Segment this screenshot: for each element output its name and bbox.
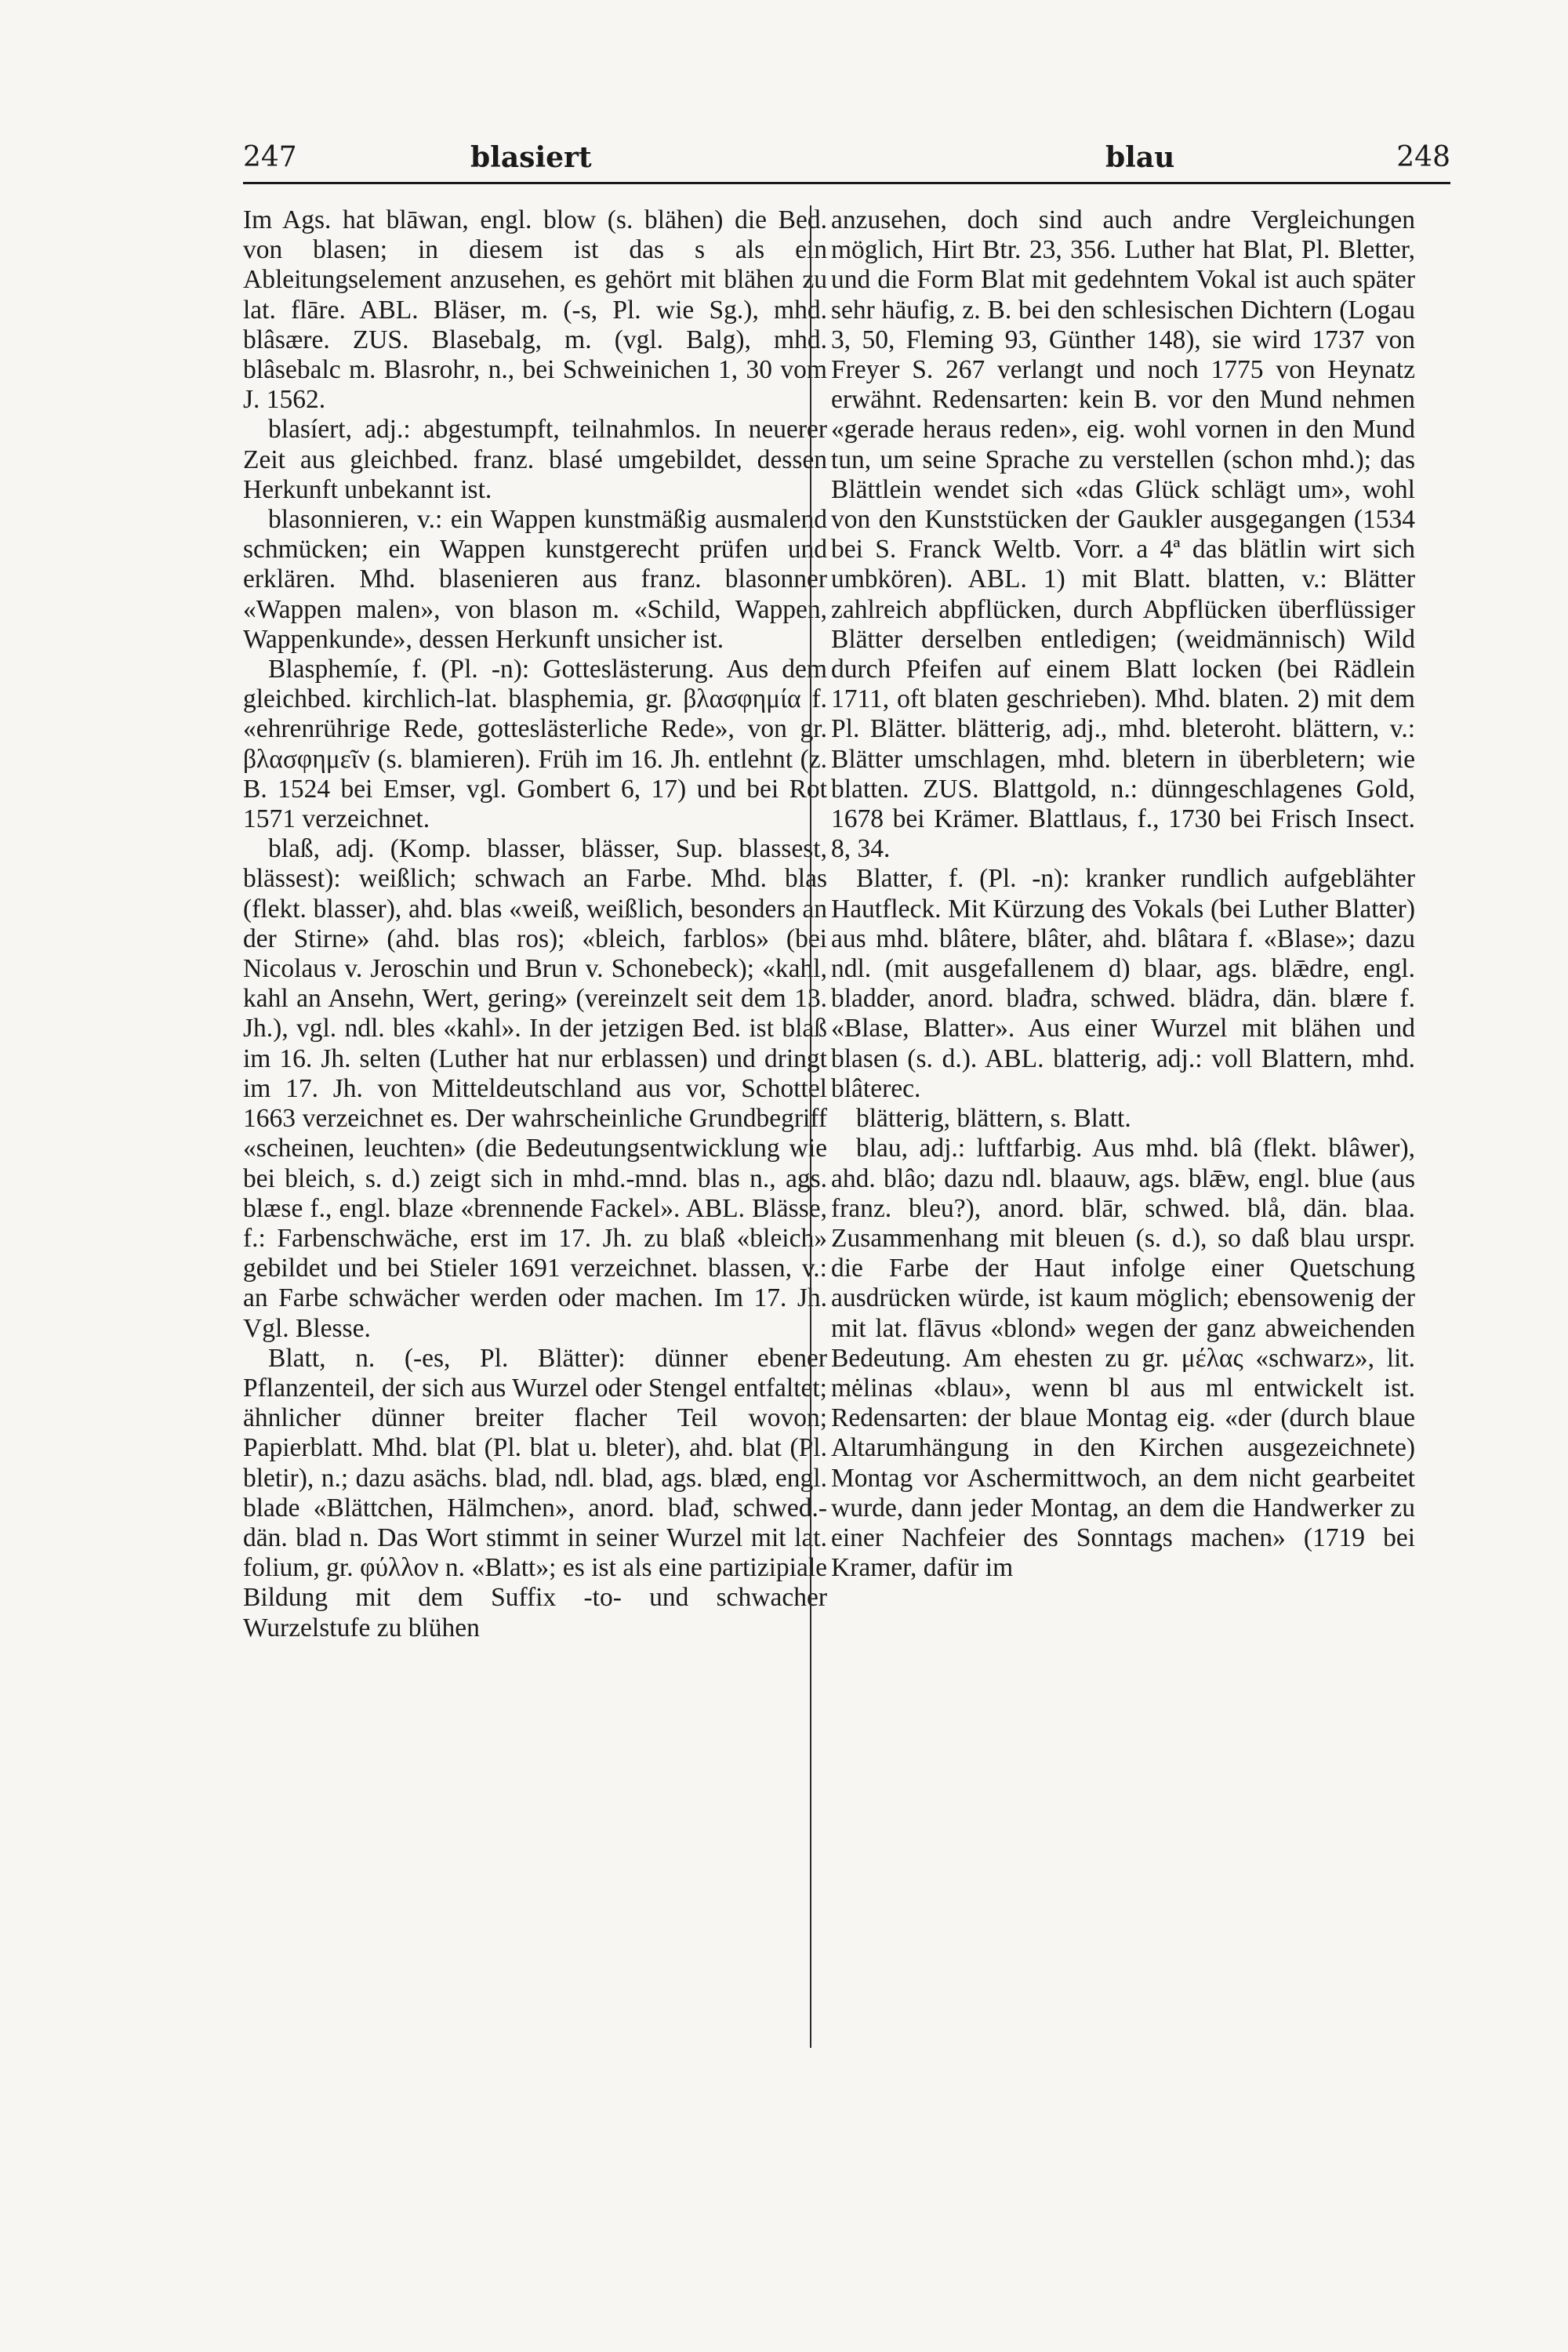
entry-paragraph: blaß, adj. (Komp. blasser, blässer, Sup. blassest, blässest): weißlich; schwach an Farbe. Mhd. blas (flekt. blasser), ahd. blas «weiß, weißlich, besonders an der Stirne» (ahd. blas ros); «bleich, farblos» (bei Nicolaus v. Jeroschin und Brun v. Schonebeck); «kahl, kahl an Ansehn, Wert, gering» (vereinzelt seit dem 13. Jh.), vgl. ndl. bles «kahl». In der jetzigen Bed. ist blaß im 16. Jh. selten (Luther hat nur erblassen) und dringt im 17. Jh. von Mitteldeutschland aus vor, Schottel 1663 verzeichnet es. Der wahrscheinliche Grundbegriff «scheinen, leuchten» (die Bedeutungsentwicklung wie bei bleich, s. d.) zeigt sich in mhd.-mnd. blas n., ags. blæse f., engl. blaze «brennende Fackel». ABL. Blässe, f.: Farbenschwäche, erst im 17. Jh. zu blaß «bleich» gebildet und bei Stieler 1691 verzeichnet. blassen, v.: an Farbe schwächer werden oder machen. Im 17. Jh. Vgl. Blesse. <box>243 834 827 1343</box>
guide-word-left: blasiert <box>470 141 592 174</box>
entry-paragraph: Blatt, n. (-es, Pl. Blätter): dünner ebener Pflanzenteil, der sich aus Wurzel oder Stengel entfaltet; ähnlicher dünner breiter flacher Teil wovon; Papierblatt. Mhd. blat (Pl. blat u. bleter), ahd. blat (Pl. bletir), n.; dazu asächs. blad, ndl. blad, ags. blæd, engl. blade «Blättchen, Hälmchen», anord. blađ, schwed.-dän. blad n. Das Wort stimmt in seiner Wurzel mit lat. folium, gr. φύλλον n. «Blatt»; es ist als eine partizipiale Bildung mit dem Suffix -to- und schwacher Wurzelstufe zu blühen <box>243 1343 827 1642</box>
entry-paragraph: blasonnieren, v.: ein Wappen kunstmäßig ausmalend schmücken; ein Wappen kunstgerecht prüfen und erklären. Mhd. blasenieren aus franz. blasonner «Wappen malen», von blason m. «Schild, Wappen, Wappenkunde», dessen Herkunft unsicher ist. <box>243 505 827 654</box>
page-header <box>243 133 1450 196</box>
right-column <box>831 205 1415 1583</box>
entry-paragraph: Blatter, f. (Pl. -n): kranker rundlich aufgeblähter Hautfleck. Mit Kürzung des Vokals (bei Luther Blatter) aus mhd. blâtere, blâter, ahd. blâtara f. «Blase»; dazu ndl. (mit ausgefallenem d) blaar, ags. blǣdre, engl. bladder, anord. blađra, schwed. blädra, dän. blære f. «Blase, Blatter». Aus einer Wurzel mit blähen und blasen (s. d.). ABL. blatterig, adj.: voll Blattern, mhd. blâterec. <box>831 864 1415 1103</box>
left-column <box>243 205 827 1643</box>
entry-paragraph: anzusehen, doch sind auch andre Vergleichungen möglich, Hirt Btr. 23, 356. Luther hat Blat, Pl. Bletter, und die Form Blat mit gedehntem Vokal ist auch später sehr häufig, z. B. bei den schlesischen Dichtern (Logau 3, 50, Fleming 93, Günther 148), sie wird 1737 von Freyer S. 267 verlangt und noch 1775 von Heynatz erwähnt. Redensarten: kein B. vor den Mund nehmen «gerade heraus reden», eig. wohl vornen in den Mund tun, um seine Sprache zu verstellen (schon mhd.); das Blättlein wendet sich «das Glück schlägt um», wohl von den Kunststücken der Gaukler ausgegangen (1534 bei S. Franck Weltb. Vorr. a 4ª das blätlin wirt sich umbkören). ABL. 1) mit Blatt. blatten, v.: Blätter zahlreich abpflücken, durch Abpflücken überflüssiger Blätter derselben entledigen; (weidmännisch) Wild durch Pfeifen auf einem Blatt locken (bei Rädlein 1711, oft blaten geschrieben). Mhd. blaten. 2) mit dem Pl. Blätter. blätterig, adj., mhd. bleteroht. blättern, v.: Blätter umschlagen, mhd. bletern in überbletern; wie blatten. ZUS. Blattgold, n.: dünngeschlagenes Gold, 1678 bei Krämer. Blattlaus, f., 1730 bei Frisch Insect. 8, 34. <box>831 205 1415 864</box>
entry-paragraph: blasíert, adj.: abgestumpft, teilnahmlos. In neuerer Zeit aus gleichbed. franz. blasé umgebildet, dessen Herkunft unbekannt ist. <box>243 415 827 504</box>
entry-paragraph: blau, adj.: luftfarbig. Aus mhd. blâ (flekt. blâwer), ahd. blâo; dazu ndl. blaauw, ags. blǣw, engl. blue (aus franz. bleu?), anord. blār, schwed. blå, dän. blaa. Zusammenhang mit bleuen (s. d.), so daß blau urspr. die Farbe der Haut infolge einer Quetschung ausdrücken würde, ist kaum möglich; ebensowenig der mit lat. flāvus «blond» wegen der ganz abweichenden Bedeutung. Am ehesten zu gr. μέλας «schwarz», lit. mėlinas «blau», wenn bl aus ml entwickelt ist. Redensarten: der blaue Montag eig. «der (durch blaue Altarumhängung in den Kirchen ausgezeichnete) Montag vor Aschermittwoch, an dem nicht gearbeitet wurde, dann jeder Montag, an dem die Handwerker zu einer Nachfeier des Sonntags machen» (1719 bei Kramer, dafür im <box>831 1134 1415 1583</box>
column-divider <box>810 205 811 2048</box>
entry-paragraph: Im Ags. hat blāwan, engl. blow (s. blähen) die Bed. von blasen; in diesem ist das s als ein Ableitungselement anzusehen, es gehört mit blähen zu lat. flāre. ABL. Bläser, m. (-s, Pl. wie Sg.), mhd. blâsære. ZUS. Blasebalg, m. (vgl. Balg), mhd. blâsebalc m. Blasrohr, n., bei Schweinichen 1, 30 vom J. 1562. <box>243 205 827 415</box>
entry-paragraph: Blasphemíe, f. (Pl. -n): Gotteslästerung. Aus dem gleichbed. kirchlich-lat. blasphemia, gr. βλασφημία f. «ehrenrührige Rede, gotteslästerliche Rede», von gr. βλασφημεῖν (s. blamieren). Früh im 16. Jh. entlehnt (z. B. 1524 bei Emser, vgl. Gombert 6, 17) und bei Rot 1571 verzeichnet. <box>243 655 827 834</box>
header-rule <box>243 182 1450 184</box>
entry-paragraph: blätterig, blättern, s. Blatt. <box>856 1104 1131 1134</box>
page-number-right: 248 <box>1396 141 1450 173</box>
guide-word-right: blau <box>1105 141 1175 174</box>
page-number-left: 247 <box>243 141 297 173</box>
